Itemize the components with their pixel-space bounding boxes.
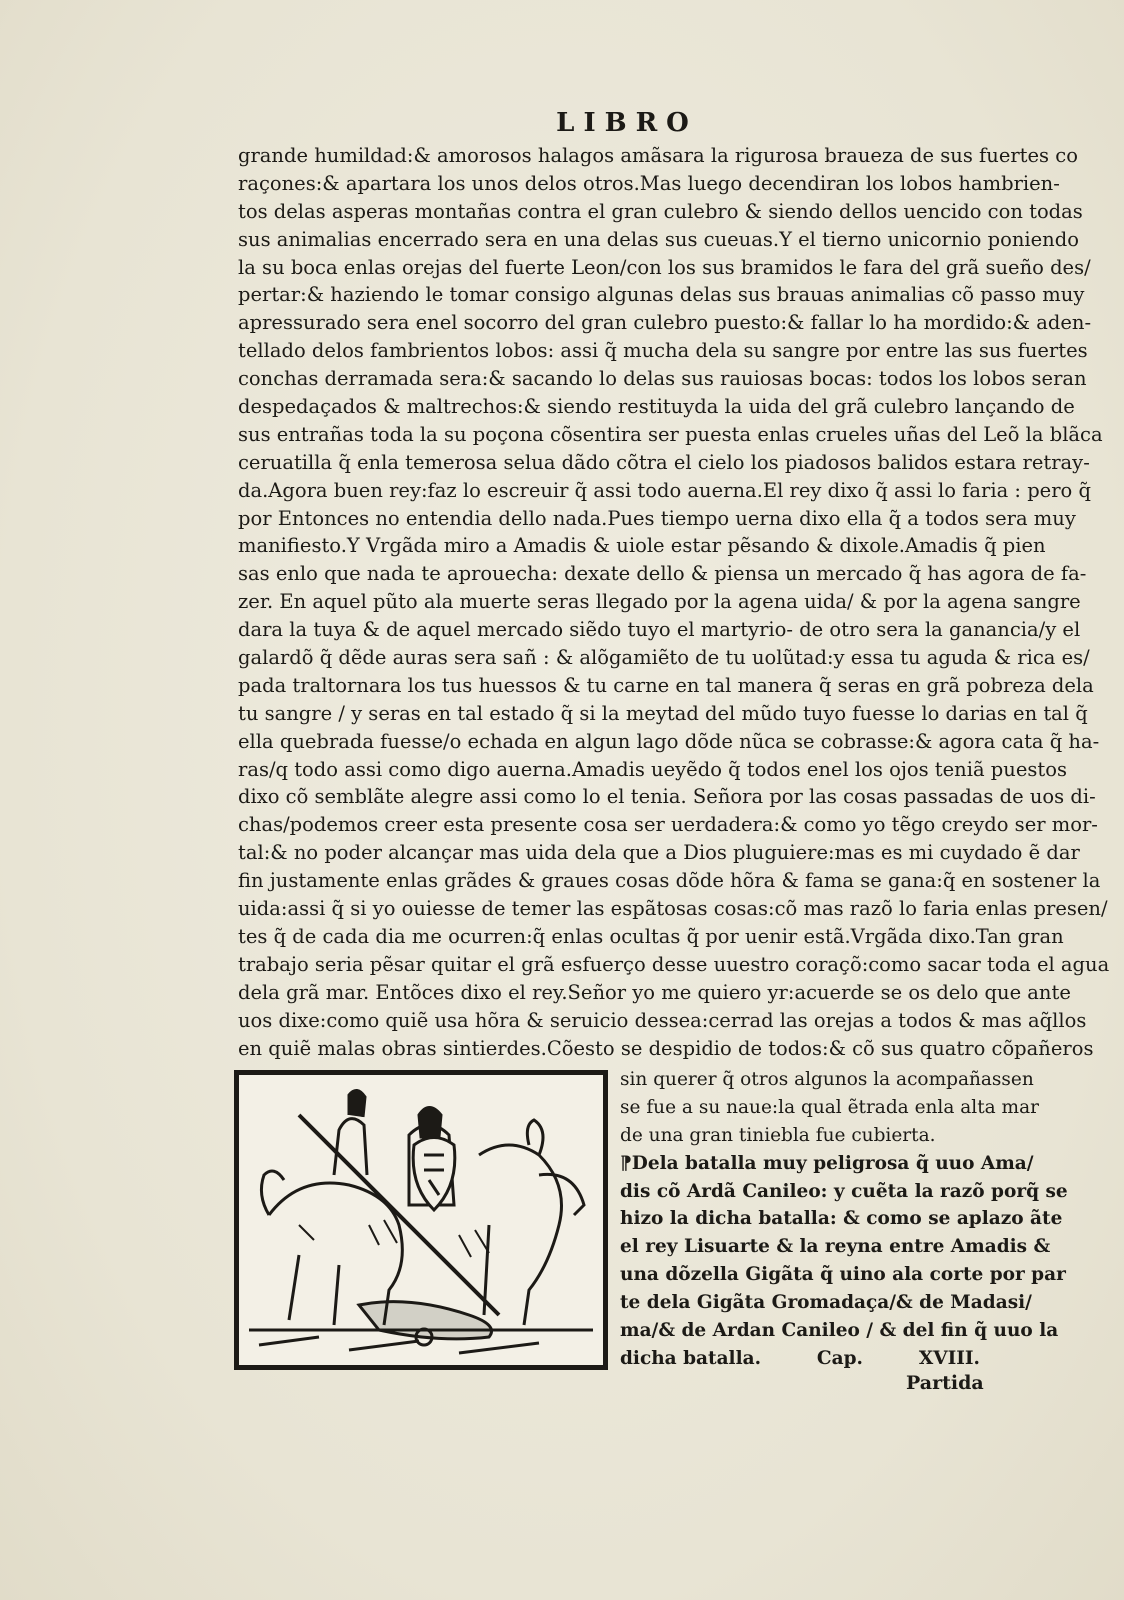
text-line: se fue a su naue:la qual ẽtrada enla alta mar: [620, 1096, 1039, 1118]
text-line: sus entrañas toda la su poçona cõsentira ser puesta enlas crueles uñas del Leõ la blãca: [238, 422, 1103, 446]
woodcut-illustration: [234, 1070, 608, 1370]
text-line: sin querer q̃ otros algunos la acompañassen: [620, 1069, 1034, 1090]
text-line: raçones:& apartara los unos delos otros.Mas luego decendiran los lobos hambrien-: [238, 171, 1060, 195]
text-line: tu sangre / y seras en tal estado q̃ si la meytad del mũdo tuyo fuesse lo darias en tal q̃: [238, 701, 1088, 725]
text-line: tos delas asperas montañas contra el gran culebro & siendo dellos uencido con todas: [238, 199, 1083, 223]
text-line: zer. En aquel pũto ala muerte seras llegado por la agena uida/ & por la agena sangre: [238, 590, 1081, 614]
text-line: grande humildad:& amorosos halagos amãsara la rigurosa braueza de sus fuertes co: [238, 144, 1078, 167]
text-line: tellado delos fambrientos lobos: assi q̃ mucha dela su sangre por entre las sus fuertes: [238, 339, 1088, 363]
text-line: te dela Gigãta Gromadaça/& de Madasi/: [620, 1292, 1032, 1314]
text-line: chas/podemos creer esta presente cosa ser uerdadera:& como yo tẽgo creydo ser mor-: [238, 813, 1098, 837]
chapter-label: Cap.: [816, 1347, 863, 1369]
running-head: LIBRO: [556, 108, 698, 138]
text-line: en quiẽ malas obras sintierdes.Cõesto se despidio de todos:& cõ sus quatro cõpañeros: [238, 1036, 1094, 1060]
text-line: tes q̃ de cada dia me ocurren:q̃ enlas ocultas q̃ por uenir estã.Vrgãda dixo.Tan gran: [238, 924, 1064, 948]
text-line: uos dixe:como quiẽ usa hõra & seruicio dessea:cerrad las orejas a todos & mas aq̃llos: [238, 1008, 1087, 1032]
text-line: trabajo seria pẽsar quitar el grã esfuerço desse uuestro coraçõ:como sacar toda el agua: [238, 952, 1110, 976]
text-line: dis cõ Ardã Canileo: y cuẽta la razõ porq̃ se: [620, 1180, 1068, 1202]
text-line: apressurado sera enel socorro del gran culebro puesto:& fallar lo ha mordido:& aden-: [238, 311, 1092, 335]
side-text: [620, 1066, 1068, 1373]
body-text: [238, 142, 1110, 1062]
text-line: pada traltornara los tus huessos & tu carne en tal manera q̃ seras en grã pobreza dela: [238, 673, 1094, 697]
text-line: sus animalias encerrado sera en una delas sus cueuas.Y el tierno unicornio poniendo: [238, 227, 1079, 251]
text-line: dela grã mar. Entõces dixo el rey.Señor yo me quiero yr:acuerde se os delo que ante: [238, 980, 1071, 1004]
catchword: Partida: [906, 1372, 984, 1394]
text-line: conchas derramada sera:& sacando lo delas sus rauiosas bocas: todos los lobos seran: [238, 367, 1087, 391]
text-line: ella quebrada fuesse/o echada en algun lago dõde nũca se cobrasse:& agora cata q̃ ha-: [238, 729, 1100, 753]
text-line: uida:assi q̃ si yo ouiesse de temer las espãtosas cosas:cõ mas razõ lo faria enlas presen/: [238, 897, 1108, 921]
text-line: tal:& no poder alcançar mas uida dela que a Dios pluguiere:mas es mi cuydado ẽ dar: [238, 841, 1080, 865]
text-line: despedaçados & maltrechos:& siendo restituyda la uida del grã culebro lançando de: [238, 395, 1075, 419]
text-line: manifiesto.Y Vrgãda miro a Amadis & uiole estar pẽsando & dixole.Amadis q̃ pien: [238, 534, 1046, 558]
chapter-number: XVIII.: [918, 1347, 980, 1369]
woodcut-knights-icon: [239, 1075, 603, 1365]
text-line: ceruatilla q̃ enla temerosa selua dãdo cõtra el cielo los piadosos balidos estara retray-: [238, 450, 1090, 474]
chapter-last-line: [620, 1345, 980, 1373]
text-line: pertar:& haziendo le tomar consigo algunas delas sus brauas animalias cõ passo muy: [238, 283, 1085, 307]
text-line: de una gran tiniebla fue cubierta.: [620, 1124, 936, 1146]
text-line: galardõ q̃ dẽde auras sera sañ : & alõgamiẽto de tu uolũtad:y essa tu aguda & rica es/: [238, 646, 1090, 670]
text-line: el rey Lisuarte & la reyna entre Amadis &: [620, 1236, 1051, 1258]
chapter-last-text: dicha batalla.: [620, 1347, 762, 1369]
text-line: ras/q todo assi como digo auerna.Amadis ueyẽdo q̃ todos enel los ojos teniã puestos: [238, 757, 1067, 781]
text-line: hizo la dicha batalla: & como se aplazo ãte: [620, 1208, 1063, 1230]
text-line: ⁋Dela batalla muy peligrosa q̃ uuo Ama/: [620, 1152, 1034, 1174]
text-line: una dõzella Gigãta q̃ uino ala corte por par: [620, 1264, 1066, 1286]
text-line: ma/& de Ardan Canileo / & del fin q̃ uuo la: [620, 1320, 1059, 1342]
text-line: por Entonces no entendia dello nada.Pues tiempo uerna dixo ella q̃ a todos sera muy: [238, 506, 1076, 530]
text-line: da.Agora buen rey:faz lo escreuir q̃ assi todo auerna.El rey dixo q̃ assi lo faria : pero q̃: [238, 478, 1091, 502]
text-line: sas enlo que nada te aprouecha: dexate dello & piensa un mercado q̃ has agora de fa-: [238, 562, 1087, 586]
text-line: la su boca enlas orejas del fuerte Leon/con los sus bramidos le fara del grã sueño des/: [238, 255, 1091, 279]
text-line: dixo cõ semblãte alegre assi como lo el tenia. Señora por las cosas passadas de uos di-: [238, 785, 1096, 809]
text-line: fin justamente enlas grãdes & graues cosas dõde hõra & fama se gana:q̃ en sostener la: [238, 869, 1101, 893]
text-line: dara la tuya & de aquel mercado siẽdo tuyo el martyrio- de otro sera la ganancia/y el: [238, 618, 1081, 642]
